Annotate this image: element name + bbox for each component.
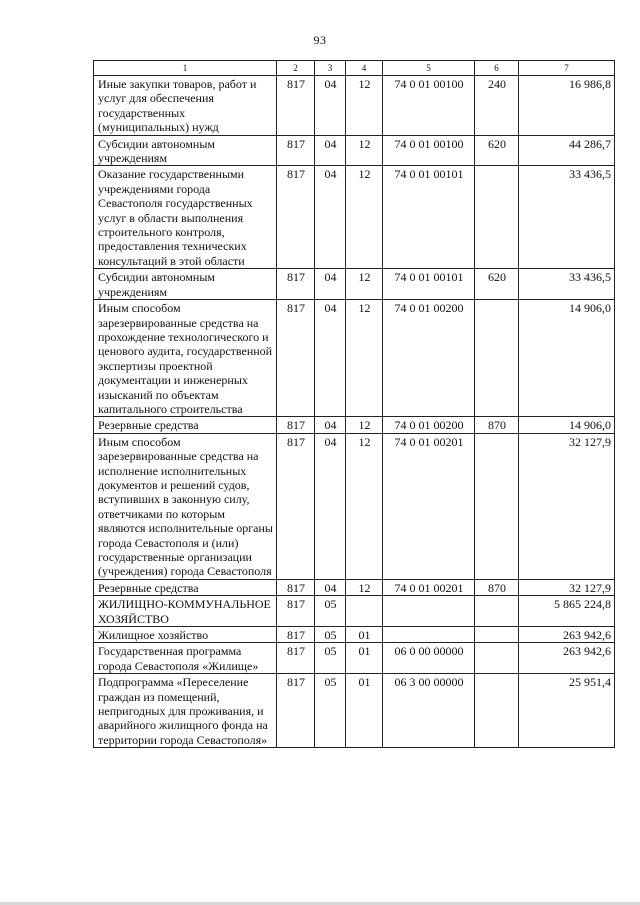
table-header-row <box>94 61 615 76</box>
amount-cell: 263 942,6 <box>519 627 615 643</box>
table-row <box>94 627 615 643</box>
target-article-cell: 06 0 00 00000 <box>383 643 475 674</box>
target-article-cell: 74 0 01 00100 <box>383 76 475 136</box>
column-header: 6 <box>475 61 519 76</box>
ministry-code-cell: 817 <box>277 674 315 748</box>
column-header: 3 <box>315 61 346 76</box>
item-name-cell: Резервные средства <box>94 579 277 595</box>
section-code-cell: 05 <box>315 627 346 643</box>
target-article-cell: 74 0 01 00101 <box>383 269 475 300</box>
table-row <box>94 596 615 627</box>
subsection-code-cell: 01 <box>346 674 383 748</box>
section-code-cell: 04 <box>315 579 346 595</box>
table-row <box>94 643 615 674</box>
amount-cell: 32 127,9 <box>519 433 615 579</box>
table-row <box>94 417 615 433</box>
budget-table <box>93 60 615 748</box>
section-code-cell: 04 <box>315 300 346 417</box>
target-article-cell: 74 0 01 00100 <box>383 135 475 166</box>
expense-type-cell: 620 <box>475 135 519 166</box>
amount-cell: 44 286,7 <box>519 135 615 166</box>
item-name-cell: Оказание государственными учреждениями города Севастополя государственных услуг в области выполнения строительного контроля, предоставления технических консультаций в этой области <box>94 166 277 269</box>
ministry-code-cell: 817 <box>277 269 315 300</box>
subsection-code-cell: 12 <box>346 269 383 300</box>
expense-type-cell <box>475 300 519 417</box>
subsection-code-cell: 12 <box>346 300 383 417</box>
expense-type-cell <box>475 433 519 579</box>
target-article-cell: 74 0 01 00201 <box>383 433 475 579</box>
ministry-code-cell: 817 <box>277 166 315 269</box>
ministry-code-cell: 817 <box>277 596 315 627</box>
expense-type-cell: 240 <box>475 76 519 136</box>
target-article-cell: 74 0 01 00200 <box>383 300 475 417</box>
ministry-code-cell: 817 <box>277 135 315 166</box>
subsection-code-cell <box>346 596 383 627</box>
table-row <box>94 76 615 136</box>
amount-cell: 25 951,4 <box>519 674 615 748</box>
column-header: 2 <box>277 61 315 76</box>
target-article-cell: 74 0 01 00101 <box>383 166 475 269</box>
item-name-cell: Иным способом зарезервированные средства на исполнение исполнительных документов и решений судов, вступивших в законную силу, ответчиками по которым являются исполнительные органы города Севастополя и (или) государственные организации (учреждения) города Севастополя <box>94 433 277 579</box>
ministry-code-cell: 817 <box>277 300 315 417</box>
target-article-cell <box>383 596 475 627</box>
table-row <box>94 135 615 166</box>
ministry-code-cell: 817 <box>277 76 315 136</box>
table-row <box>94 579 615 595</box>
table-row <box>94 166 615 269</box>
subsection-code-cell: 01 <box>346 643 383 674</box>
amount-cell: 263 942,6 <box>519 643 615 674</box>
section-code-cell: 05 <box>315 596 346 627</box>
item-name-cell: Иным способом зарезервированные средства на прохождение технологического и ценового аудита, государственной экспертизы проектной документации и инженерных изысканий по объектам капитального строительства <box>94 300 277 417</box>
table-row <box>94 674 615 748</box>
item-name-cell: Субсидии автономным учреждениям <box>94 135 277 166</box>
column-header: 4 <box>346 61 383 76</box>
ministry-code-cell: 817 <box>277 433 315 579</box>
expense-type-cell <box>475 674 519 748</box>
amount-cell: 32 127,9 <box>519 579 615 595</box>
expense-type-cell <box>475 627 519 643</box>
subsection-code-cell: 12 <box>346 135 383 166</box>
table-row <box>94 300 615 417</box>
section-code-cell: 05 <box>315 643 346 674</box>
section-code-cell: 04 <box>315 76 346 136</box>
ministry-code-cell: 817 <box>277 627 315 643</box>
amount-cell: 33 436,5 <box>519 269 615 300</box>
item-name-cell: Резервные средства <box>94 417 277 433</box>
column-header: 1 <box>94 61 277 76</box>
column-header: 5 <box>383 61 475 76</box>
target-article-cell: 06 3 00 00000 <box>383 674 475 748</box>
amount-cell: 14 906,0 <box>519 417 615 433</box>
ministry-code-cell: 817 <box>277 417 315 433</box>
item-name-cell: Подпрограмма «Переселение граждан из помещений, непригодных для проживания, и аварийного жилищного фонда на территории города Севастополя» <box>94 674 277 748</box>
expense-type-cell: 870 <box>475 417 519 433</box>
section-code-cell: 05 <box>315 674 346 748</box>
item-name-cell: Иные закупки товаров, работ и услуг для обеспечения государственных (муниципальных) нужд <box>94 76 277 136</box>
subsection-code-cell: 12 <box>346 76 383 136</box>
subsection-code-cell: 12 <box>346 433 383 579</box>
amount-cell: 33 436,5 <box>519 166 615 269</box>
section-code-cell: 04 <box>315 433 346 579</box>
column-header: 7 <box>519 61 615 76</box>
expense-type-cell <box>475 166 519 269</box>
item-name-cell: Жилищное хозяйство <box>94 627 277 643</box>
amount-cell: 14 906,0 <box>519 300 615 417</box>
table-row <box>94 433 615 579</box>
amount-cell: 5 865 224,8 <box>519 596 615 627</box>
ministry-code-cell: 817 <box>277 643 315 674</box>
target-article-cell <box>383 627 475 643</box>
item-name-cell: ЖИЛИЩНО-КОММУНАЛЬНОЕ ХОЗЯЙСТВО <box>94 596 277 627</box>
section-code-cell: 04 <box>315 269 346 300</box>
target-article-cell: 74 0 01 00201 <box>383 579 475 595</box>
subsection-code-cell: 01 <box>346 627 383 643</box>
table-row <box>94 269 615 300</box>
expense-type-cell <box>475 596 519 627</box>
ministry-code-cell: 817 <box>277 579 315 595</box>
target-article-cell: 74 0 01 00200 <box>383 417 475 433</box>
item-name-cell: Субсидии автономным учреждениям <box>94 269 277 300</box>
item-name-cell: Государственная программа города Севастополя «Жилище» <box>94 643 277 674</box>
section-code-cell: 04 <box>315 417 346 433</box>
expense-type-cell: 620 <box>475 269 519 300</box>
expense-type-cell: 870 <box>475 579 519 595</box>
section-code-cell: 04 <box>315 135 346 166</box>
subsection-code-cell: 12 <box>346 579 383 595</box>
section-code-cell: 04 <box>315 166 346 269</box>
page-number: 93 <box>313 33 327 47</box>
subsection-code-cell: 12 <box>346 417 383 433</box>
subsection-code-cell: 12 <box>346 166 383 269</box>
amount-cell: 16 986,8 <box>519 76 615 136</box>
expense-type-cell <box>475 643 519 674</box>
